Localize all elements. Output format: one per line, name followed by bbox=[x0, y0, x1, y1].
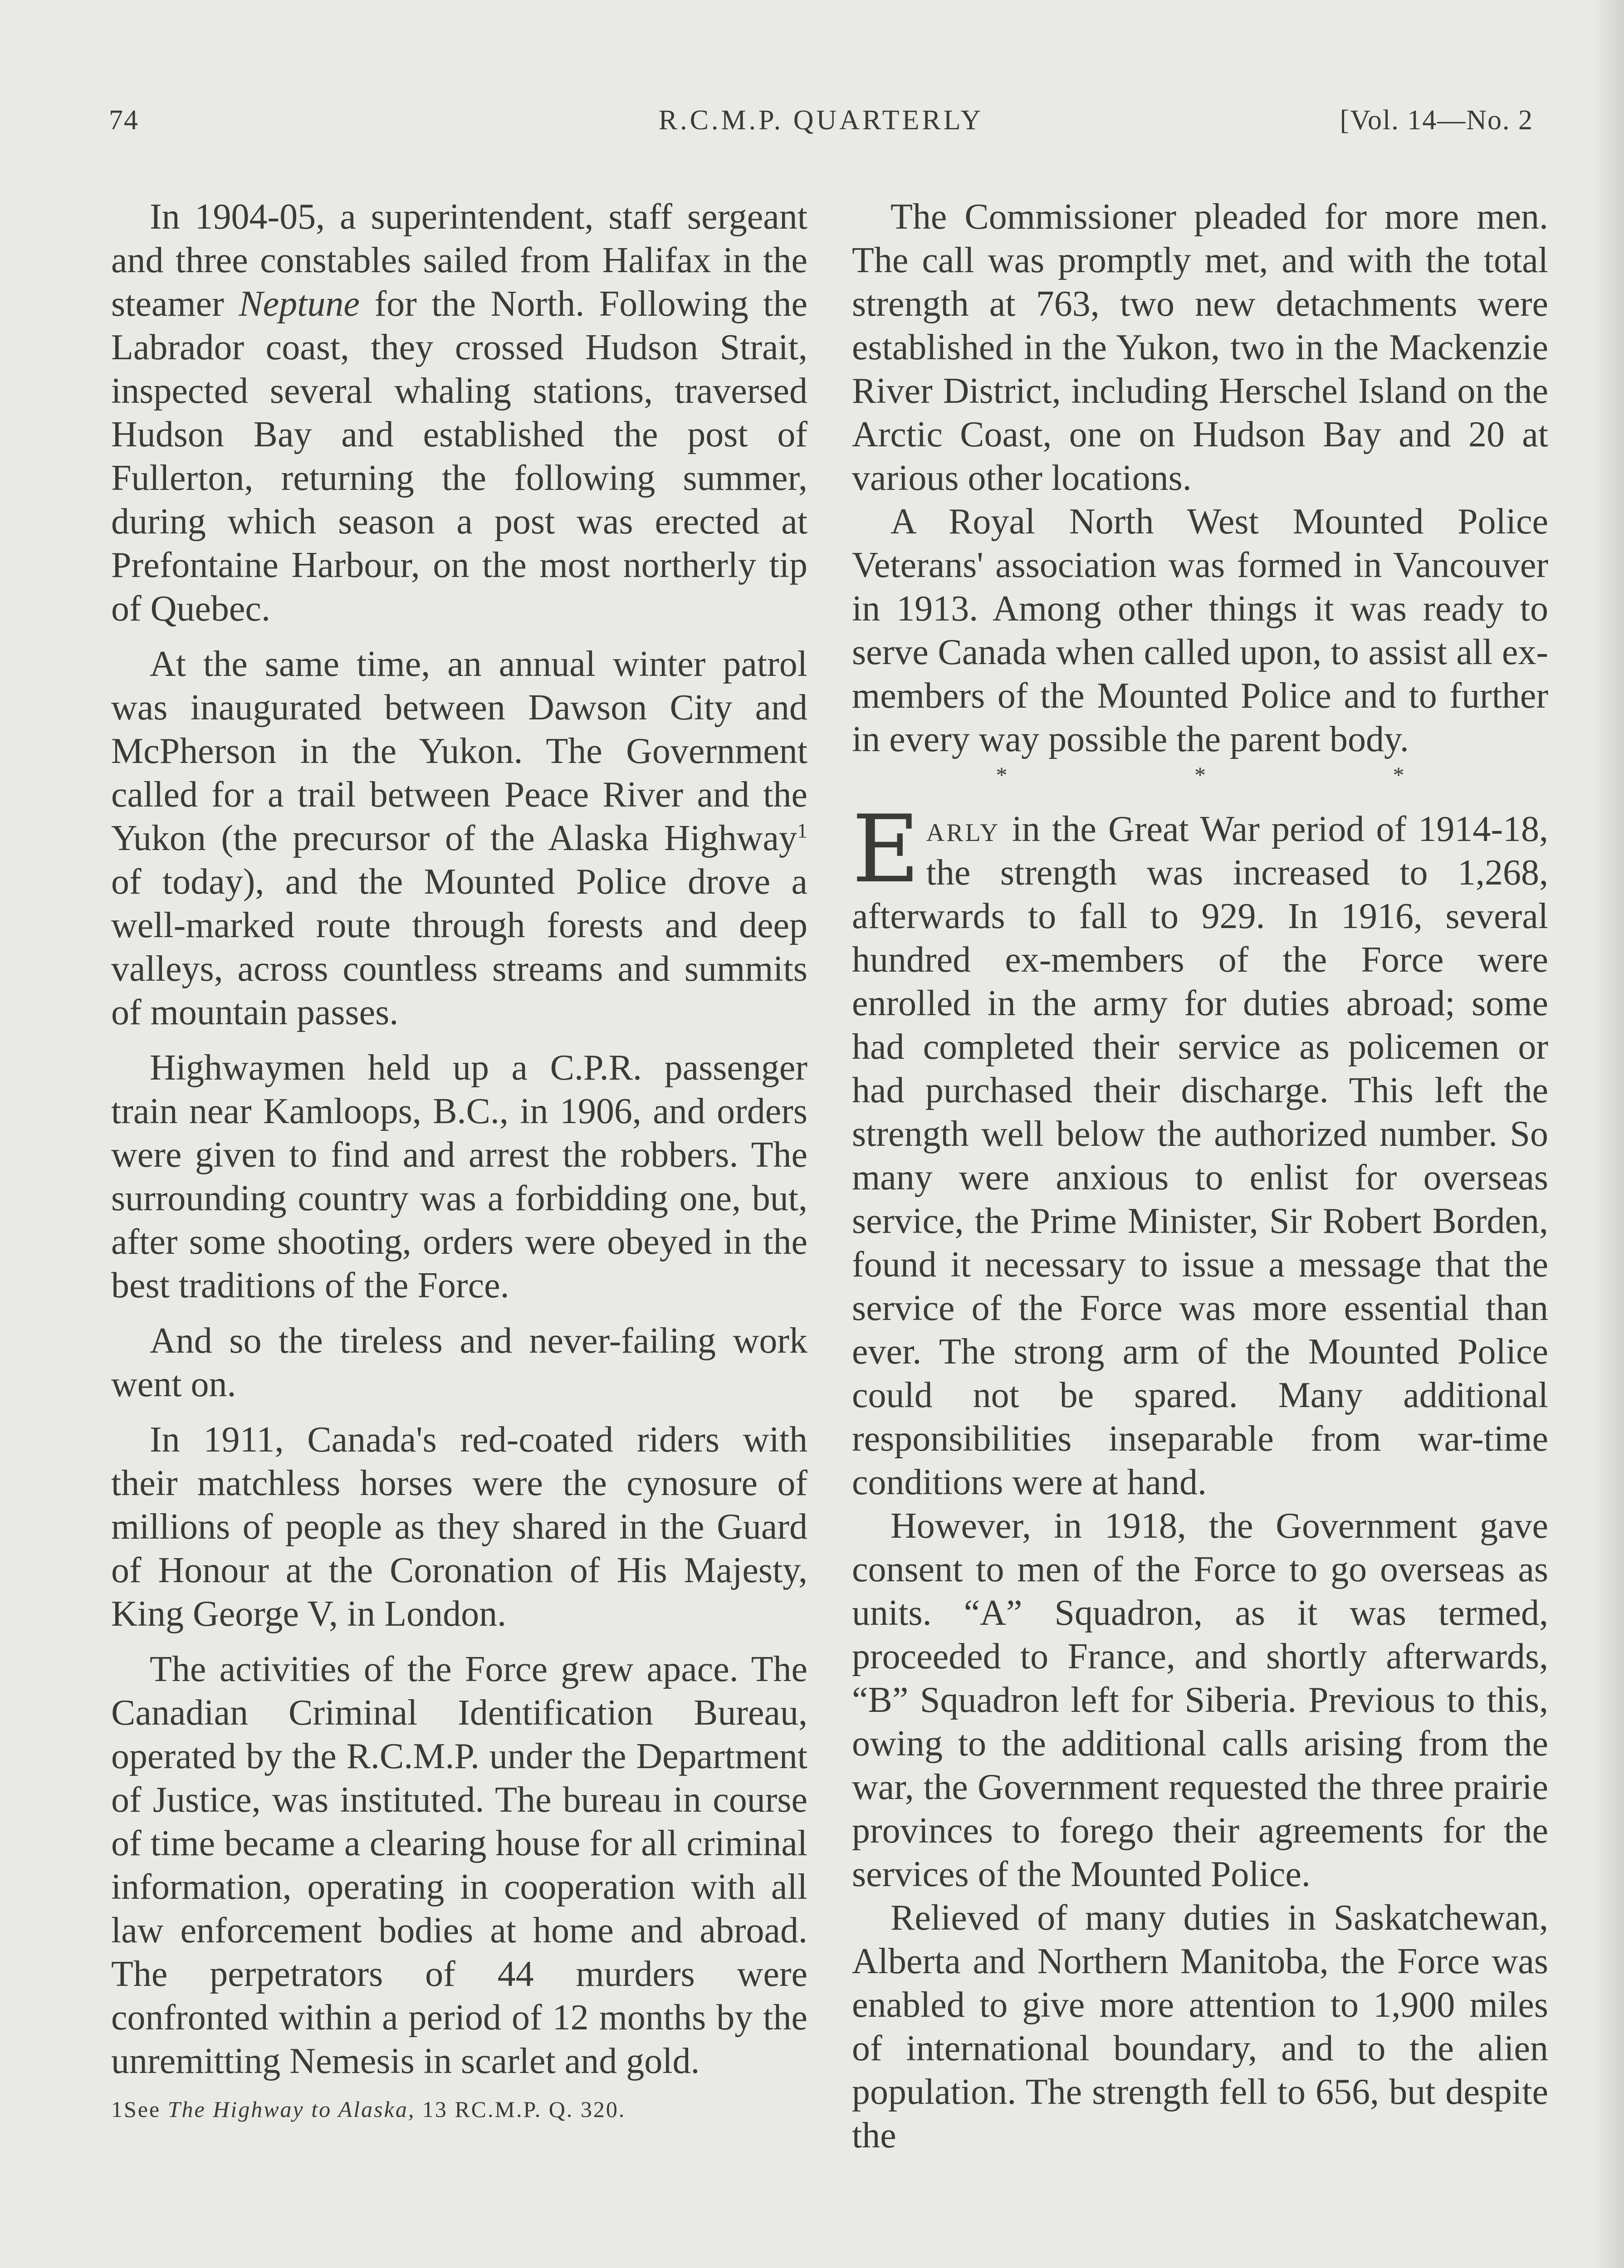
paragraph-neptune-voyage: In 1904-05, a superintendent, staff sergeant and three constables sailed from Halifax in the steamer Neptune for the North. Following the Labrador coast, they crossed Hudson Strait, inspected several whaling stations, traversed Hudson Bay and established the post of Fullerton, returning the following summer, during which season a post was erected at Prefontaine Harbour, on the most northerly tip of Quebec. bbox=[111, 197, 808, 629]
paragraph-highwaymen: Highwaymen held up a C.P.R. passenger train near Kamloops, B.C., in 1906, and orders were given to find and arrest the robbers. The surrounding country was a forbidding one, but, after some shooting, orders were obeyed in the best traditions of the Force. bbox=[111, 1048, 807, 1305]
footnote: 1See The Highway to Alaska, 13 RC.M.P. Q. 320. bbox=[111, 2097, 626, 2122]
paragraph-identification-bureau: The activities of the Force grew apace. The Canadian Criminal Identification Bureau, operated by the R.C.M.P. under the Department of Justice, was instituted. The bureau in course of time became a clearing house for all criminal information, operating in cooperation with all law enforcement bodies at home and abroad. The perpetrators of 44 murders were confronted within a period of 12 months by the unremitting Nemesis in scarlet and gold. bbox=[111, 1649, 807, 2081]
paragraph-squadrons-overseas: However, in 1918, the Government gave consent to men of the Force to go overseas as units. “A” Squadron, as it was termed, proceeded to France, and shortly afterwards, “B” Squadron left for Siberia. Previous to this, owing to the additional calls arising from the war, the Government requested the three prairie provinces to forego their agreements for the services of the Mounted Police. bbox=[852, 1506, 1548, 1894]
paragraph-great-war: Early in the Great War period of 1914-18, the strength was increased to 1,268, afterwards to fall to 929. In 1916, several hundred ex-members of the Force were enrolled in the army for duties abroad; some had completed their service as policemen or had purchased their discharge. This left the strength well below the authorized number. So many were anxious to enlist for overseas service, the Prime Minister, Sir Robert Borden, found it necessary to issue a message that the service of the Force was more essential than ever. The strong arm of the Mounted Police could not be spared. Many additional responsibilities inseparable from war-time conditions were at hand. bbox=[852, 796, 1548, 1502]
paragraph-veterans-association: A Royal North West Mounted Police Veterans' association was formed in Vancouver in 1913. Among other things it was ready to serve Canada when called upon, to assist all ex-members of the Mounted Police and to further in every way possible the parent body. bbox=[852, 502, 1548, 759]
issue-reference: [Vol. 14—No. 2 bbox=[1340, 105, 1533, 136]
paragraph-commissioner: The Commissioner pleaded for more men. The call was promptly met, and with the total strength at 763, two new detachments were established in the Yukon, two in the Mackenzie River District, including Herschel Island on the Arctic Coast, one on Hudson Bay and 20 at various other locations. bbox=[852, 197, 1548, 498]
section-break-asterisks: * * * bbox=[996, 762, 1495, 787]
ship-name: Neptune bbox=[239, 284, 360, 324]
paragraph-winter-patrol: At the same time, an annual winter patrol was inaugurated between Dawson City and McPherson in the Yukon. The Government called for a trail between Peace River and the Yukon (the precursor of the Alaska Highway$^1$ of today), and the Mounted Police drove a well-marked route through forests and deep valleys, across countless streams and summits of mountain passes. bbox=[111, 644, 807, 1032]
page-number: 74 bbox=[109, 105, 139, 136]
running-head bbox=[109, 104, 1533, 154]
footnote-marker: 1 bbox=[797, 819, 807, 842]
journal-title: R.C.M.P. QUARTERLY bbox=[658, 105, 984, 136]
paragraph-coronation: In 1911, Canada's red-coated riders with their matchless horses were the cynosure of millions of people as they shared in the Guard of Honour at the Coronation of His Majesty, King George V, in London. bbox=[111, 1420, 807, 1634]
drop-cap: E bbox=[852, 796, 920, 904]
footnote-title: The Highway to Alaska, bbox=[167, 2097, 416, 2122]
left-column bbox=[111, 195, 807, 2123]
paragraph-tireless-work: And so the tireless and never-failing work went on. bbox=[111, 1321, 807, 1404]
page-edge-shadow bbox=[1592, 0, 1624, 2268]
paragraph-international-boundary: Relieved of many duties in Saskatchewan, Alberta and Northern Manitoba, the Force was enabled to give more attention to 1,900 miles of international boundary, and to the alien population. The strength fell to 656, but despite the bbox=[852, 1898, 1548, 2156]
right-column bbox=[852, 195, 1548, 2157]
